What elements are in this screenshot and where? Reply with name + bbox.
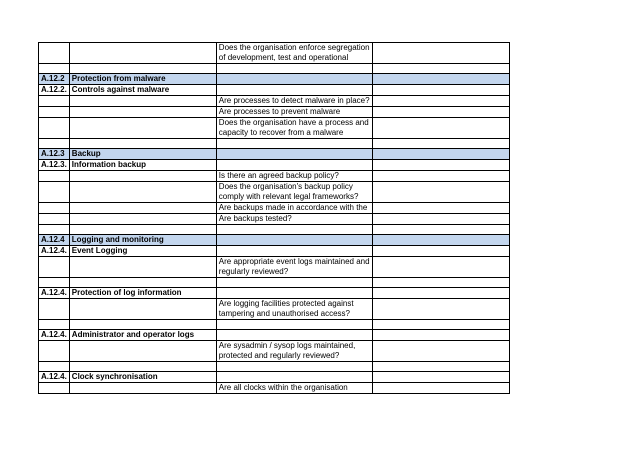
control-title-cell: Administrator and operator logs: [69, 330, 216, 341]
control-code-cell: [39, 182, 70, 203]
control-code-cell: [39, 139, 70, 149]
control-code-cell: [39, 299, 70, 320]
spacer-row: [39, 320, 510, 330]
section-row: [39, 235, 510, 246]
control-code-cell: A.12.4.: [39, 330, 70, 341]
question-row: [39, 118, 510, 139]
question-row: [39, 43, 510, 64]
response-cell[interactable]: [372, 64, 509, 74]
response-cell[interactable]: [372, 372, 509, 383]
control-code-cell: [39, 107, 70, 118]
response-cell[interactable]: [372, 149, 509, 160]
control-title-cell: [69, 171, 216, 182]
control-title-cell: Logging and monitoring: [69, 235, 216, 246]
response-cell[interactable]: [372, 139, 509, 149]
response-cell[interactable]: [372, 43, 509, 64]
response-cell[interactable]: [372, 299, 509, 320]
response-cell[interactable]: [372, 118, 509, 139]
response-cell[interactable]: [372, 383, 509, 394]
question-cell: Are logging facilities protected against tampering and unauthorised access?: [216, 299, 372, 320]
question-row: [39, 214, 510, 225]
control-code-cell: [39, 203, 70, 214]
question-cell: [216, 330, 372, 341]
control-code-cell: A.12.2: [39, 74, 70, 85]
question-cell: Are backups made in accordance with the: [216, 203, 372, 214]
control-code-cell: [39, 383, 70, 394]
control-title-cell: Information backup: [69, 160, 216, 171]
control-code-cell: [39, 214, 70, 225]
control-title-cell: [69, 96, 216, 107]
spacer-row: [39, 225, 510, 235]
control-code-cell: A.12.4: [39, 235, 70, 246]
response-cell[interactable]: [372, 278, 509, 288]
response-cell[interactable]: [372, 107, 509, 118]
question-cell: Is there an agreed backup policy?: [216, 171, 372, 182]
question-cell: Are all clocks within the organisation: [216, 383, 372, 394]
question-row: [39, 107, 510, 118]
response-cell[interactable]: [372, 182, 509, 203]
question-cell: [216, 362, 372, 372]
control-title-cell: [69, 107, 216, 118]
question-row: [39, 203, 510, 214]
response-cell[interactable]: [372, 74, 509, 85]
control-row: [39, 160, 510, 171]
question-cell: Are appropriate event logs maintained and regularly reviewed?: [216, 257, 372, 278]
control-title-cell: [69, 320, 216, 330]
control-code-cell: [39, 341, 70, 362]
question-cell: Are sysadmin / sysop logs maintained, protected and regularly reviewed?: [216, 341, 372, 362]
question-cell: [216, 64, 372, 74]
response-cell[interactable]: [372, 341, 509, 362]
control-row: [39, 246, 510, 257]
control-title-cell: Protection from malware: [69, 74, 216, 85]
control-code-cell: [39, 43, 70, 64]
question-cell: [216, 372, 372, 383]
control-code-cell: [39, 64, 70, 74]
question-cell: [216, 246, 372, 257]
control-title-cell: [69, 64, 216, 74]
question-cell: Does the organisation enforce segregation of development, test and operational: [216, 43, 372, 64]
control-code-cell: A.12.4.: [39, 372, 70, 383]
checklist-table: [38, 42, 510, 394]
control-title-cell: [69, 203, 216, 214]
control-title-cell: Protection of log information: [69, 288, 216, 299]
question-row: [39, 383, 510, 394]
question-cell: [216, 288, 372, 299]
response-cell[interactable]: [372, 85, 509, 96]
question-cell: Are processes to prevent malware: [216, 107, 372, 118]
spacer-row: [39, 139, 510, 149]
question-cell: Does the organisation's backup policy comply with relevant legal frameworks?: [216, 182, 372, 203]
response-cell[interactable]: [372, 288, 509, 299]
control-title-cell: [69, 43, 216, 64]
question-row: [39, 171, 510, 182]
control-title-cell: Backup: [69, 149, 216, 160]
question-row: [39, 96, 510, 107]
control-title-cell: [69, 118, 216, 139]
spacer-row: [39, 278, 510, 288]
checklist-body: [39, 43, 510, 394]
question-cell: [216, 85, 372, 96]
control-title-cell: [69, 383, 216, 394]
question-cell: Are backups tested?: [216, 214, 372, 225]
control-row: [39, 288, 510, 299]
question-cell: [216, 139, 372, 149]
response-cell[interactable]: [372, 362, 509, 372]
control-code-cell: A.12.3.: [39, 160, 70, 171]
response-cell[interactable]: [372, 203, 509, 214]
question-cell: [216, 149, 372, 160]
response-cell[interactable]: [372, 171, 509, 182]
question-cell: [216, 278, 372, 288]
control-title-cell: [69, 139, 216, 149]
response-cell[interactable]: [372, 225, 509, 235]
question-cell: [216, 235, 372, 246]
control-code-cell: [39, 225, 70, 235]
control-title-cell: Event Logging: [69, 246, 216, 257]
control-code-cell: [39, 257, 70, 278]
control-title-cell: [69, 257, 216, 278]
spacer-row: [39, 64, 510, 74]
control-code-cell: [39, 118, 70, 139]
control-code-cell: [39, 278, 70, 288]
response-cell[interactable]: [372, 235, 509, 246]
response-cell[interactable]: [372, 257, 509, 278]
control-code-cell: A.12.2.: [39, 85, 70, 96]
control-title-cell: [69, 225, 216, 235]
control-title-cell: [69, 278, 216, 288]
control-title-cell: Controls against malware: [69, 85, 216, 96]
question-cell: Does the organisation have a process and capacity to recover from a malware: [216, 118, 372, 139]
question-cell: [216, 74, 372, 85]
question-row: [39, 257, 510, 278]
control-code-cell: [39, 320, 70, 330]
question-cell: [216, 225, 372, 235]
question-row: [39, 299, 510, 320]
control-title-cell: [69, 299, 216, 320]
spacer-row: [39, 362, 510, 372]
control-code-cell: A.12.4.: [39, 246, 70, 257]
question-row: [39, 341, 510, 362]
control-code-cell: [39, 171, 70, 182]
response-cell[interactable]: [372, 214, 509, 225]
response-cell[interactable]: [372, 160, 509, 171]
control-title-cell: [69, 214, 216, 225]
section-row: [39, 149, 510, 160]
control-title-cell: [69, 182, 216, 203]
question-cell: [216, 160, 372, 171]
response-cell[interactable]: [372, 320, 509, 330]
control-title-cell: [69, 362, 216, 372]
question-cell: [216, 320, 372, 330]
control-code-cell: [39, 362, 70, 372]
control-title-cell: [69, 341, 216, 362]
question-cell: Are processes to detect malware in place?: [216, 96, 372, 107]
control-code-cell: A.12.4.: [39, 288, 70, 299]
control-row: [39, 85, 510, 96]
response-cell[interactable]: [372, 330, 509, 341]
response-cell[interactable]: [372, 96, 509, 107]
section-row: [39, 74, 510, 85]
control-row: [39, 330, 510, 341]
control-code-cell: A.12.3: [39, 149, 70, 160]
response-cell[interactable]: [372, 246, 509, 257]
control-title-cell: Clock synchronisation: [69, 372, 216, 383]
control-row: [39, 372, 510, 383]
question-row: [39, 182, 510, 203]
control-code-cell: [39, 96, 70, 107]
